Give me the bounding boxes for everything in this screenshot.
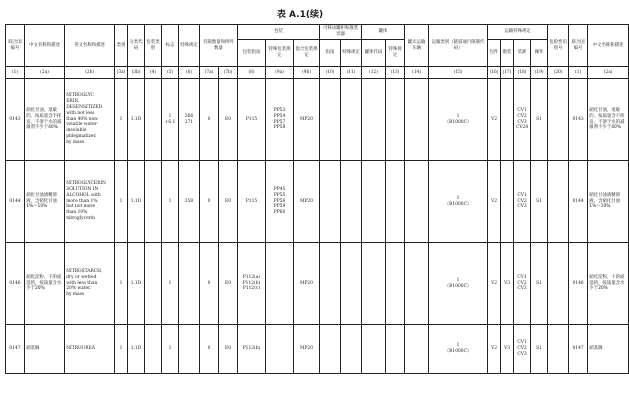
cell-tank-instr [320,79,341,161]
cell-ts-load-line: CV1 [517,192,527,198]
cell-labels-line: 1 [168,113,172,119]
cell-excepted-qty: E0 [219,325,238,374]
cell-ts-load-line: CV3 [517,351,527,357]
cell-en-name [65,161,115,243]
column-number: (8) [238,67,266,79]
cell-rtc-code [362,325,386,374]
cell-transport-cat-line: （B1000C） [444,119,472,125]
cell-transport-cat [429,79,488,161]
cell-limited-qty: 0 [200,325,219,374]
cell-transport-cat-line: （B1000C） [444,201,472,207]
cell-un-no: 0147 [6,325,25,374]
cell-en-name-line: than 40% non- [66,116,99,122]
cell-en-name-line: than 10% [66,210,88,216]
cell-rtc-special [386,79,405,161]
cell-ts-load [514,79,531,161]
header-transport-cat: 运输类别（隧道通行限制代码） [429,25,488,67]
cell-ts-bulk [501,79,514,161]
cell-zh-name: 硝化淀粉，干的或湿的，按质量含水少于20% [25,243,65,325]
column-number: (16) [488,67,501,79]
cell-ts-bulk: V3 [501,243,514,325]
cell-pack-instr-line: P112(b) [242,346,261,352]
cell-zh-name-2: 硝基脲 [588,325,629,374]
cell-class-code: 1.1D [128,325,145,374]
cell-pack-special-line: PP54 [273,113,286,119]
header-class-code: 分类代码 [128,25,145,67]
cell-zh-name-2: 硝化甘油，退敏的，按质量含不挥发、不溶于水的减敏剂不少于40% [588,79,629,161]
cell-pack-special [266,161,294,243]
cell-packing-group [145,325,162,374]
table-row [6,325,629,374]
cell-en-name-line: NITROSTARCH, [66,268,103,274]
cell-ts-load-line: CV2 [517,198,527,204]
cell-ts-bulk: V3 [501,325,514,374]
cell-rtc-special [386,325,405,374]
cell-special [179,325,200,374]
column-number: (2b) [65,67,115,79]
cell-en-name-line: by mass [66,140,85,146]
column-number: (3a) [115,67,128,79]
column-number: (1) [569,67,588,79]
column-number: (7b) [219,67,238,79]
cell-en-name-line: dry or wetted [66,274,97,280]
header-ts-op: 操作 [531,40,548,67]
cell-ts-op: S1 [531,161,548,243]
header-row-1 [6,25,629,40]
cell-pack-special-line: PP58 [273,125,286,131]
cell-en-name-line: nitroglycerin [66,216,96,222]
cell-en-name-line: NITROGLYCERIN [66,180,107,186]
column-number: (11) [341,67,362,79]
cell-mixed-pack: MP20 [294,325,320,374]
cell-en-name-line: insoluble [66,128,87,134]
cell-un-no: 0144 [6,161,25,243]
header-mixed-pack: 混合包装规定 [294,40,320,67]
cell-pack-special-line: PP53 [273,107,286,113]
cell-pack-special-line: PP45 [273,186,286,192]
cell-en-name-line: ERIN, [66,98,80,104]
cell-ts-op: S1 [531,325,548,374]
header-pack-instr: 包装指南 [238,40,266,67]
cell-ts-load-line: CV1 [517,274,527,280]
cell-transport-cat-line: 1 [456,113,460,119]
cell-special [179,79,200,161]
cell-un-no-2: 0147 [569,325,588,374]
cell-ts-load-line: CV3 [517,204,527,210]
cell-pack-instr-line: P115 [245,198,258,204]
cell-ts-load [514,325,531,374]
cell-un-no-2: 0143 [569,79,588,161]
header-limited: 有限数量和例外数量 [200,25,238,67]
column-number: (9b) [294,67,320,79]
column-number: (9a) [266,67,294,79]
header-tank: 可移动罐柜和散装容器 [320,25,362,40]
column-number: (18) [514,67,531,79]
cell-labels-line: 1 [168,280,172,286]
cell-limited-qty: 0 [200,161,219,243]
cell-class: 1 [115,79,128,161]
table-row [6,161,629,243]
cell-tank-instr [320,325,341,374]
cell-rtc-special [386,161,405,243]
cell-en-name [65,79,115,161]
column-number: (2a) [25,67,65,79]
column-number: (12) [362,67,386,79]
header-transport-special: 运输特殊规定 [488,25,548,40]
cell-en-name-line: volatile water- [66,122,99,128]
cell-ts-op: S1 [531,243,548,325]
cell-en-name-line: NITROGLYC [66,92,94,98]
cell-excepted-qty: E0 [219,161,238,243]
cell-pack-special-line: PP55 [273,192,286,198]
cell-class-code: 1.1D [128,79,145,161]
cell-en-name-line: by mass [66,292,85,298]
cell-hazard-id [548,161,569,243]
cell-pack-instr [238,161,266,243]
cell-pack-instr-line: P112(c) [242,286,261,292]
header-un-no: 联合国编号 [6,25,25,67]
cell-rtc-code [362,79,386,161]
cell-zh-name-2: 硝化甘油酒精溶液，含硝化甘油1%～10% [588,161,629,243]
cell-ts-load-line: CV3 [517,119,527,125]
cell-class-code: 1.1D [128,243,145,325]
cell-rtc-special [386,243,405,325]
column-number-row [6,67,629,79]
cell-pack-special-line: PP56 [273,198,286,204]
table-row [6,79,629,161]
cell-tank-special [341,243,362,325]
cell-en-name-line: NITROUREA [66,346,95,352]
column-number: (13) [386,67,405,79]
header-en-name: 英文名称和描述 [65,25,115,67]
cell-rtc-code [362,161,386,243]
dangerous-goods-table [5,24,629,374]
header-special: 特殊规定 [179,25,200,67]
cell-packing-group [145,79,162,161]
column-number: (10) [320,67,341,79]
header-ts-packages: 包件 [488,40,501,67]
column-number: (3b) [128,67,145,79]
cell-transport-cat-line: 1 [456,343,460,349]
cell-en-name-line: SOLUTION IN [66,186,99,192]
cell-hazard-id [548,79,569,161]
cell-pack-instr-line: P112(a) [242,274,261,280]
cell-labels [162,243,179,325]
column-number: (2a) [588,67,629,79]
header-zh-name-2: 中文名称和描述 [588,25,629,67]
column-number: (19) [531,67,548,79]
cell-limited-qty: 0 [200,79,219,161]
cell-ts-bulk [501,161,514,243]
cell-special [179,161,200,243]
cell-mixed-pack: MP20 [294,243,320,325]
column-number: (20) [548,67,569,79]
cell-pack-instr [238,79,266,161]
cell-class: 1 [115,243,128,325]
cell-pack-instr-line: P112(b) [242,280,261,286]
header-rtc: 罐体 [362,25,405,40]
cell-transport-cat-line: （B1000C） [444,283,472,289]
cell-pack-special [266,79,294,161]
cell-ts-packages: V2 [488,79,501,161]
cell-transport-cat-line: 1 [456,195,460,201]
cell-transport-cat-line: （B1000C） [444,349,472,354]
cell-en-name-line: 20% water, [66,286,92,292]
cell-ts-load [514,243,531,325]
cell-class: 1 [115,161,128,243]
header-packing-group: 包装类别 [145,25,162,67]
cell-tank-instr [320,161,341,243]
column-number: (17) [501,67,514,79]
cell-labels-line: +6.1 [164,119,176,125]
cell-limited-qty: 0 [200,243,219,325]
cell-pack-instr [238,243,266,325]
cell-labels-line: 1 [168,346,172,352]
header-ts-load: 装卸 [514,40,531,67]
header-tank-instr: 指南 [320,40,341,67]
cell-zh-name: 硝基脲 [25,325,65,374]
cell-ts-load-line: CV1 [517,340,527,346]
cell-ts-op: S1 [531,79,548,161]
column-number: (1) [6,67,25,79]
cell-ts-load-line: CV3 [517,286,527,292]
header-un-no-2: 联合国编号 [569,25,588,67]
cell-transport-cat [429,161,488,243]
cell-en-name [65,243,115,325]
column-number: (6) [179,67,200,79]
cell-excepted-qty: E0 [219,243,238,325]
cell-special-line: 271 [184,119,194,125]
cell-tank-instr [320,243,341,325]
header-packaging: 包装 [238,25,320,40]
column-number: (15) [429,67,488,79]
cell-un-no-2: 0146 [569,243,588,325]
cell-vehicle [405,325,429,374]
cell-ts-packages: V2 [488,325,501,374]
cell-un-no: 0146 [6,243,25,325]
cell-en-name [65,325,115,374]
header-hazard-id: 危险性识别号 [548,25,569,67]
header-pack-special: 特殊包装规定 [266,40,294,67]
cell-packing-group [145,161,162,243]
header-class: 类别 [115,25,128,67]
cell-transport-cat [429,325,488,374]
column-number: (5) [162,67,179,79]
cell-labels-line: 1 [168,198,172,204]
cell-labels [162,161,179,243]
cell-en-name-line: but not more [66,204,96,210]
cell-labels [162,79,179,161]
cell-vehicle [405,243,429,325]
cell-ts-load-line: CV28 [516,125,529,131]
header-zh-name: 中文名称和描述 [25,25,65,67]
cell-ts-packages: V2 [488,243,501,325]
column-number: (4) [145,67,162,79]
cell-tank-special [341,161,362,243]
column-number: (7a) [200,67,219,79]
cell-en-name-line: phlegmatizer, [66,134,97,140]
cell-class: 1 [115,325,128,374]
cell-tank-special [341,79,362,161]
table-title: 表 A.1(续) [276,10,324,20]
cell-pack-special-line: PP59 [273,204,286,210]
cell-zh-name: 硝化甘油，退敏的，按质量含不挥发、不溶于水的减敏剂不少于40% [25,79,65,161]
cell-ts-load-line: CV1 [517,107,527,113]
cell-tank-special [341,325,362,374]
cell-special-line: 358 [184,198,194,204]
cell-pack-special [266,243,294,325]
header-vehicle: 罐式运输车辆 [405,25,429,67]
cell-en-name-line: more than 1% [66,198,98,204]
cell-transport-cat-line: 1 [456,277,460,283]
cell-pack-instr-line: P115 [245,116,258,122]
column-number: (14) [405,67,429,79]
cell-ts-load-line: CV2 [517,280,527,286]
cell-rtc-code [362,243,386,325]
header-rtc-special: 特殊规定 [386,40,405,67]
cell-hazard-id [548,243,569,325]
cell-en-name-line: with less than [66,280,98,286]
cell-en-name-line: with not less [66,110,95,116]
cell-pack-special [266,325,294,374]
cell-zh-name-2: 硝化淀粉，干的或湿的，按质量含水少于20% [588,243,629,325]
cell-ts-load-line: CV2 [517,346,527,352]
cell-excepted-qty: E0 [219,79,238,161]
cell-packing-group [145,243,162,325]
cell-ts-packages: V2 [488,161,501,243]
cell-en-name-line: DESENSITIZED [66,104,103,110]
cell-mixed-pack: MP20 [294,79,320,161]
cell-special-line: 266 [184,113,194,119]
cell-labels [162,325,179,374]
header-tank-special: 特殊规定 [341,40,362,67]
cell-un-no-2: 0144 [569,161,588,243]
cell-pack-special-line: PP57 [273,119,286,125]
table-row [6,243,629,325]
cell-en-name-line: ALCOHOL with [66,192,101,198]
header-rtc-code: 罐体代码 [362,40,386,67]
cell-vehicle [405,161,429,243]
cell-transport-cat [429,243,488,325]
cell-ts-load [514,161,531,243]
cell-mixed-pack: MP20 [294,161,320,243]
cell-special [179,243,200,325]
cell-zh-name: 硝化甘油酒精溶液，含硝化甘油1%～10% [25,161,65,243]
cell-un-no: 0143 [6,79,25,161]
header-ts-bulk: 散装 [501,40,514,67]
cell-hazard-id [548,325,569,374]
cell-class-code: 1.1D [128,161,145,243]
cell-ts-load-line: CV2 [517,113,527,119]
cell-pack-special-line: PP60 [273,210,286,216]
cell-vehicle [405,79,429,161]
cell-pack-instr [238,325,266,374]
header-labels: 标志 [162,25,179,67]
